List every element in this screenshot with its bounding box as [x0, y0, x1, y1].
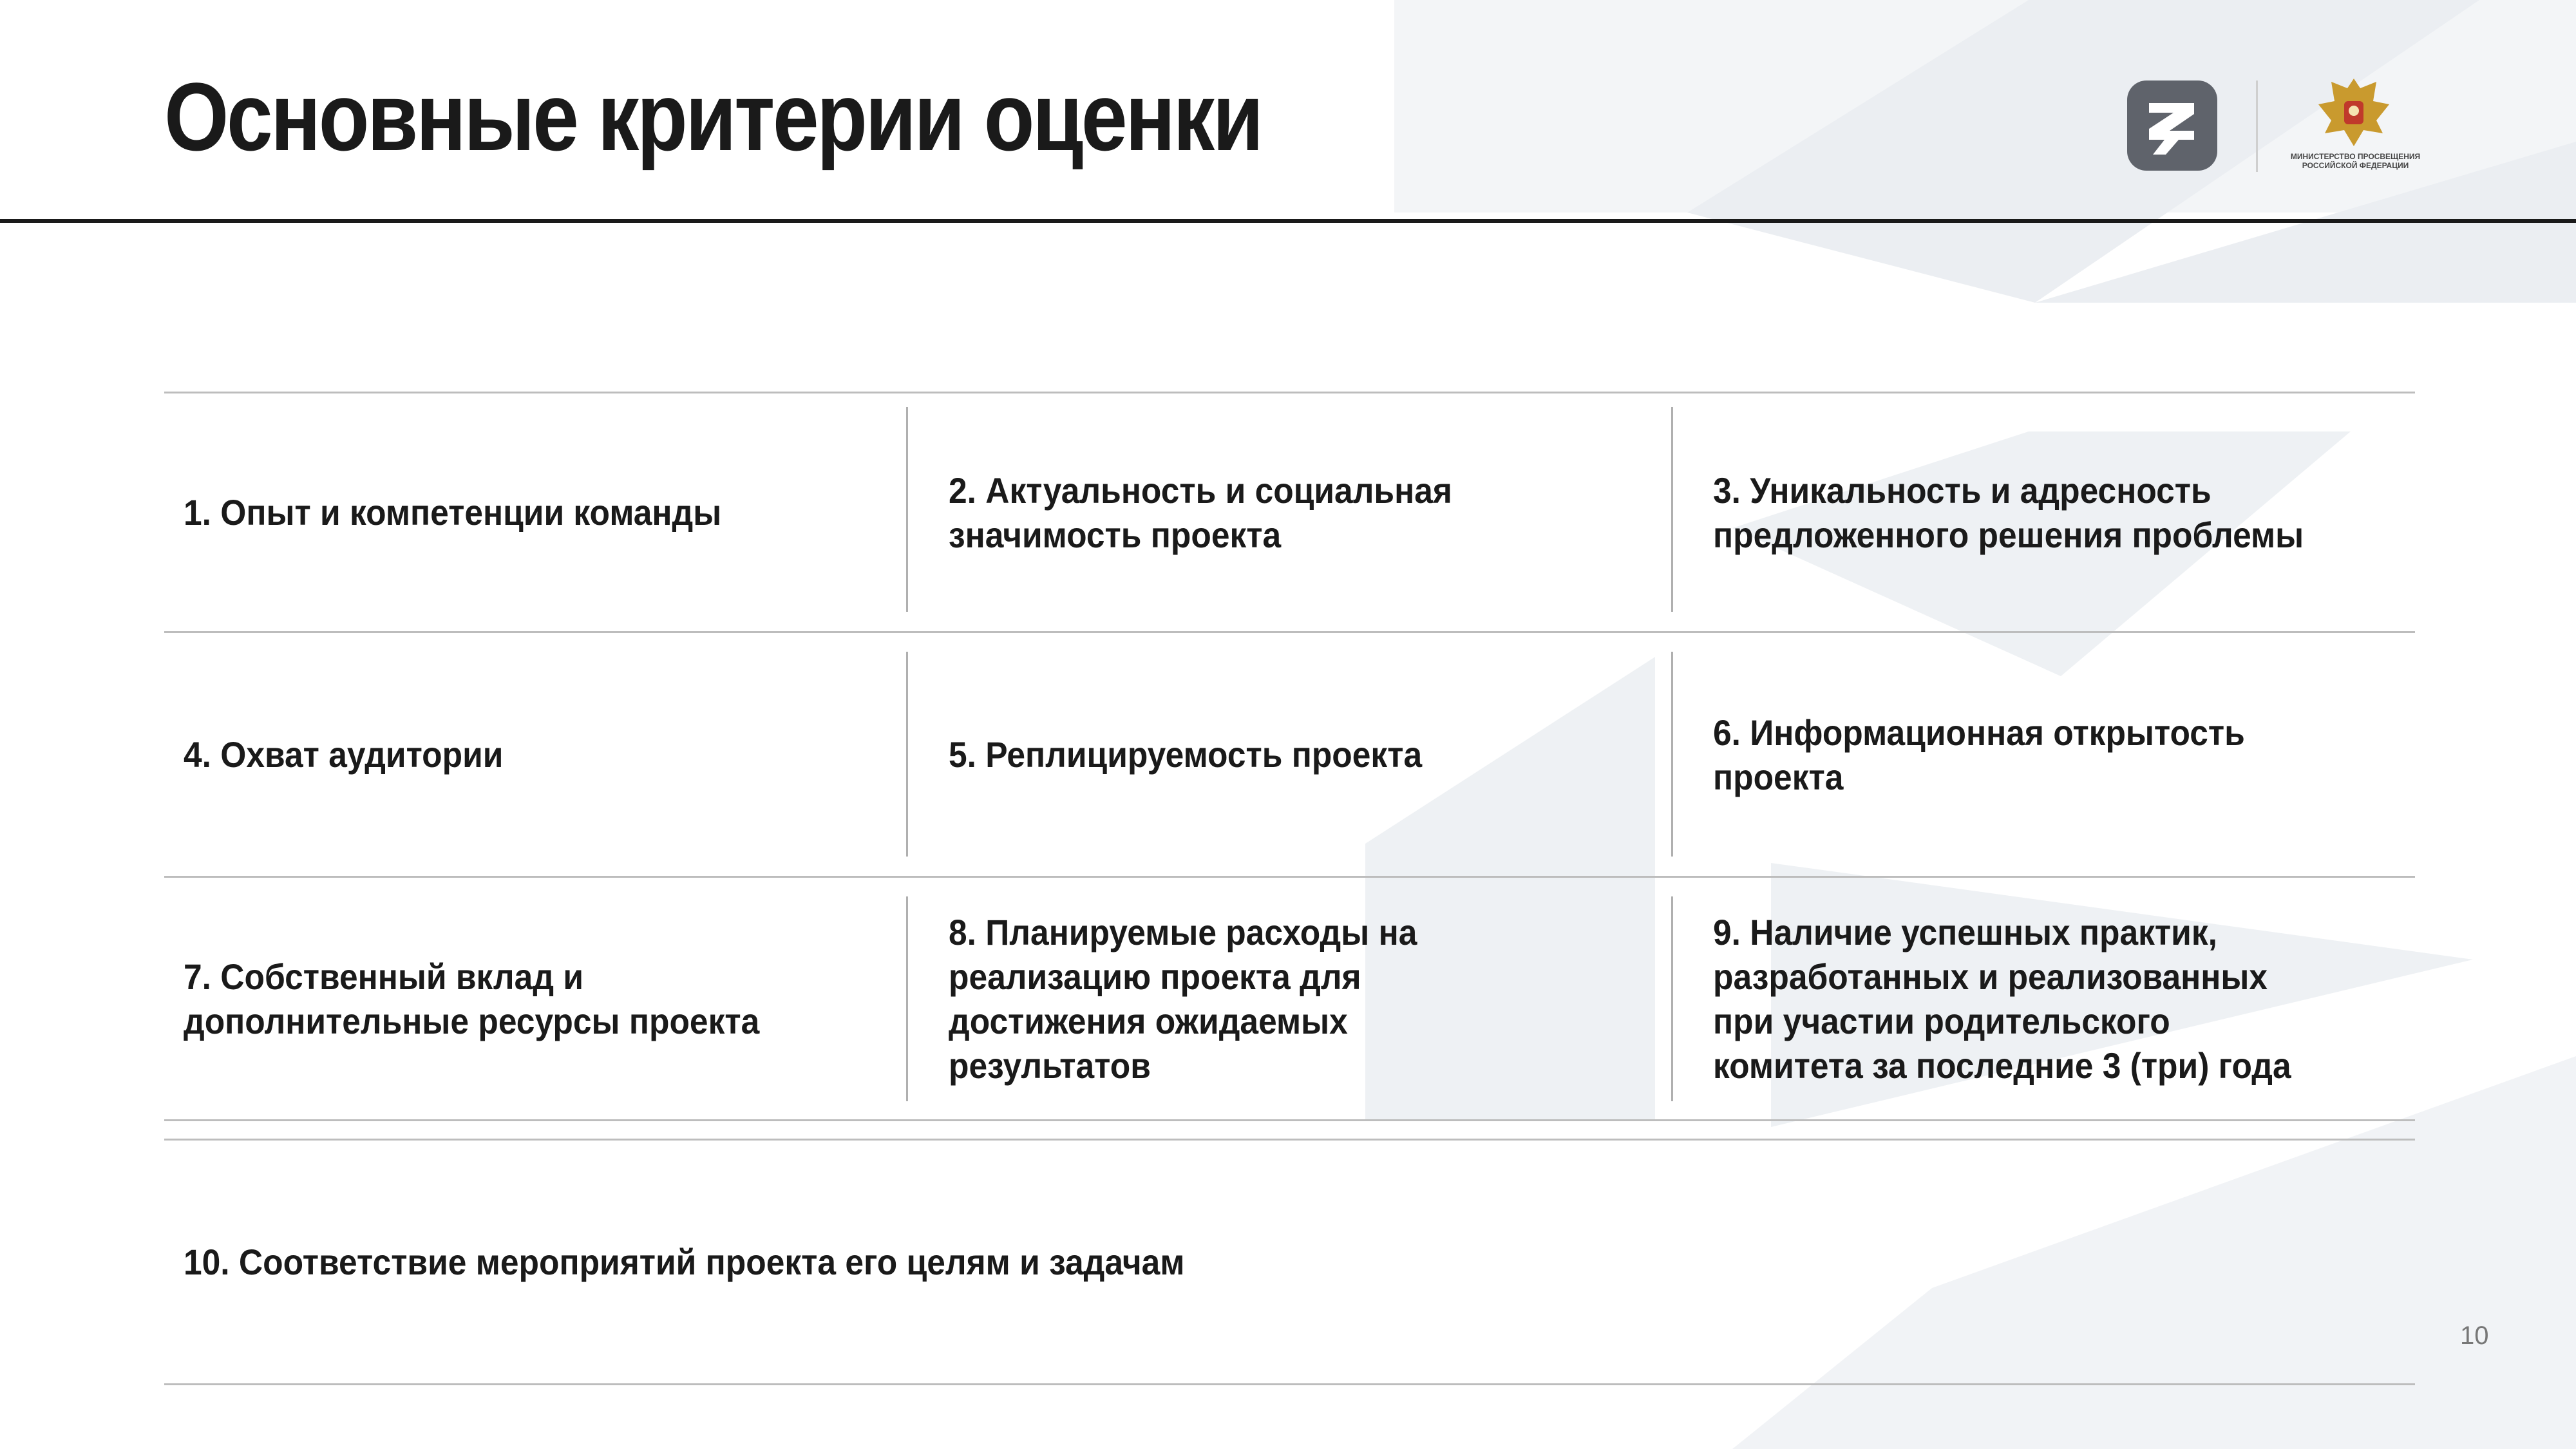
criterion-item: 8. Планируемые расходы на реализацию проекта для достижения ожидаемых результатов — [949, 911, 1417, 1086]
brand-z-logo-icon — [2127, 80, 2217, 171]
criterion-item: 7. Собственный вклад и дополнительные ресурсы проекта — [184, 956, 760, 1041]
coat-of-arms-icon — [2312, 72, 2396, 153]
column-divider — [1671, 896, 1673, 1101]
ministry-caption: МИНИСТЕРСТВО ПРОСВЕЩЕНИЯ РОССИЙСКОЙ ФЕДЕРАЦИИ — [2290, 152, 2421, 170]
criterion-item: 2. Актуальность и социальная значимость проекта — [949, 469, 1452, 555]
page-number: 10 — [2460, 1321, 2489, 1350]
column-divider — [1671, 652, 1673, 857]
criterion-item: 5. Реплицируемость проекта — [949, 734, 1423, 775]
column-divider — [1671, 407, 1673, 612]
column-divider — [906, 407, 908, 612]
header-divider — [0, 219, 2576, 223]
criterion-item: 9. Наличие успешных практик, разработанных и реализованных при участии родительского комитета за последние 3 (три) года — [1713, 911, 2291, 1086]
table-rule — [164, 1119, 2415, 1121]
criterion-item: 10. Соответствие мероприятий проекта его целям и задачам — [184, 1242, 1185, 1282]
page-title: Основные критерии оценки — [164, 62, 1262, 171]
criterion-item: 3. Уникальность и адресность предложенного решения проблемы — [1713, 469, 2304, 555]
column-divider — [906, 652, 908, 857]
logo-separator — [2256, 80, 2258, 172]
criterion-item: 1. Опыт и компетенции команды — [184, 492, 722, 533]
table-rule — [164, 1383, 2415, 1385]
column-divider — [906, 896, 908, 1101]
criterion-item: 4. Охват аудитории — [184, 734, 504, 775]
criterion-item: 6. Информационная открытость проекта — [1713, 712, 2245, 797]
